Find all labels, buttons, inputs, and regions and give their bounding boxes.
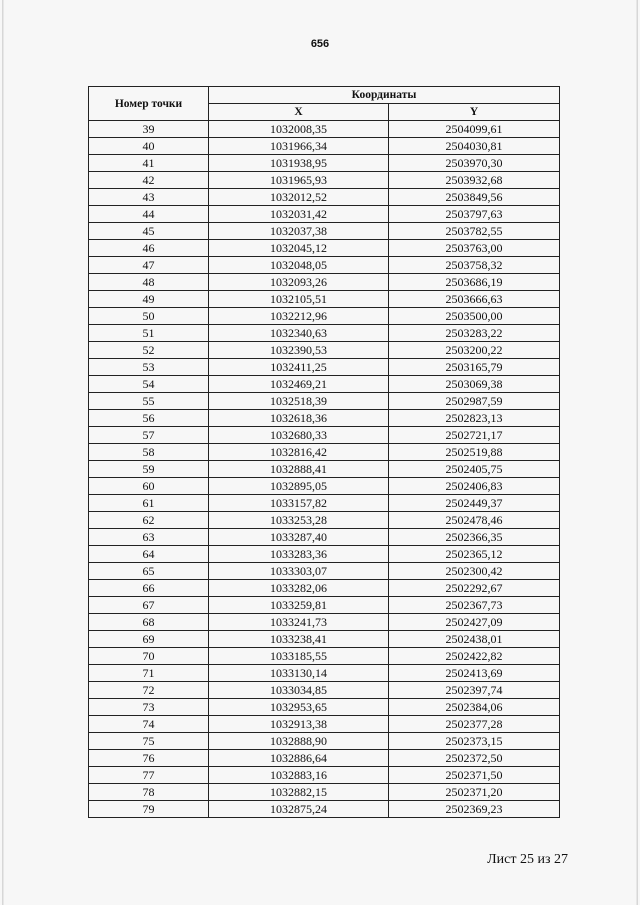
table-row (89, 495, 560, 512)
x-coordinate-cell: 1032469,21 (209, 376, 389, 393)
point-number-cell: 42 (89, 172, 209, 189)
y-coordinate-cell: 2502371,50 (389, 767, 560, 784)
x-coordinate-cell: 1033238,41 (209, 631, 389, 648)
y-coordinate-cell: 2502384,06 (389, 699, 560, 716)
table-row (89, 342, 560, 359)
x-coordinate-cell: 1033283,36 (209, 546, 389, 563)
point-number-cell: 39 (89, 121, 209, 138)
header-y: Y (389, 104, 560, 121)
point-number-cell: 53 (89, 359, 209, 376)
point-number-cell: 78 (89, 784, 209, 801)
point-number-cell: 79 (89, 801, 209, 818)
y-coordinate-cell: 2503932,68 (389, 172, 560, 189)
y-coordinate-cell: 2502372,50 (389, 750, 560, 767)
point-number-cell: 67 (89, 597, 209, 614)
table-row (89, 682, 560, 699)
y-coordinate-cell: 2502300,42 (389, 563, 560, 580)
x-coordinate-cell: 1033034,85 (209, 682, 389, 699)
table-row (89, 614, 560, 631)
page-edge-right (636, 0, 638, 905)
point-number-cell: 61 (89, 495, 209, 512)
x-coordinate-cell: 1033287,40 (209, 529, 389, 546)
y-coordinate-cell: 2503686,19 (389, 274, 560, 291)
point-number-cell: 60 (89, 478, 209, 495)
point-number-cell: 45 (89, 223, 209, 240)
point-number-cell: 76 (89, 750, 209, 767)
point-number-cell: 56 (89, 410, 209, 427)
table-row (89, 240, 560, 257)
table-row (89, 376, 560, 393)
x-coordinate-cell: 1033185,55 (209, 648, 389, 665)
point-number-cell: 41 (89, 155, 209, 172)
point-number-cell: 75 (89, 733, 209, 750)
table-row (89, 393, 560, 410)
point-number-cell: 73 (89, 699, 209, 716)
x-coordinate-cell: 1032888,90 (209, 733, 389, 750)
point-number-cell: 58 (89, 444, 209, 461)
table-row (89, 444, 560, 461)
table-row (89, 767, 560, 784)
y-coordinate-cell: 2503797,63 (389, 206, 560, 223)
y-coordinate-cell: 2503069,38 (389, 376, 560, 393)
table-row (89, 189, 560, 206)
table-row (89, 206, 560, 223)
page-number: 656 (310, 38, 330, 50)
y-coordinate-cell: 2502987,59 (389, 393, 560, 410)
table-row (89, 648, 560, 665)
y-coordinate-cell: 2502823,13 (389, 410, 560, 427)
table-row (89, 257, 560, 274)
point-number-cell: 72 (89, 682, 209, 699)
x-coordinate-cell: 1032518,39 (209, 393, 389, 410)
table-row (89, 461, 560, 478)
y-coordinate-cell: 2503200,22 (389, 342, 560, 359)
point-number-cell: 55 (89, 393, 209, 410)
table-row (89, 359, 560, 376)
table-row (89, 733, 560, 750)
table-row (89, 801, 560, 818)
x-coordinate-cell: 1033303,07 (209, 563, 389, 580)
table-row (89, 172, 560, 189)
y-coordinate-cell: 2502366,35 (389, 529, 560, 546)
point-number-cell: 50 (89, 308, 209, 325)
point-number-cell: 69 (89, 631, 209, 648)
x-coordinate-cell: 1032037,38 (209, 223, 389, 240)
x-coordinate-cell: 1032031,42 (209, 206, 389, 223)
x-coordinate-cell: 1032045,12 (209, 240, 389, 257)
sheet-info: Лист 25 из 27 (487, 852, 568, 867)
x-coordinate-cell: 1032012,52 (209, 189, 389, 206)
x-coordinate-cell: 1033253,28 (209, 512, 389, 529)
y-coordinate-cell: 2502438,01 (389, 631, 560, 648)
point-number-cell: 70 (89, 648, 209, 665)
table-row (89, 716, 560, 733)
point-number-cell: 59 (89, 461, 209, 478)
page-edge-left (2, 0, 4, 905)
y-coordinate-cell: 2503500,00 (389, 308, 560, 325)
table-row (89, 597, 560, 614)
point-number-cell: 57 (89, 427, 209, 444)
table-row (89, 138, 560, 155)
table-row (89, 512, 560, 529)
y-coordinate-cell: 2502478,46 (389, 512, 560, 529)
point-number-cell: 77 (89, 767, 209, 784)
x-coordinate-cell: 1033259,81 (209, 597, 389, 614)
x-coordinate-cell: 1033157,82 (209, 495, 389, 512)
x-coordinate-cell: 1032008,35 (209, 121, 389, 138)
table-row (89, 784, 560, 801)
y-coordinate-cell: 2502405,75 (389, 461, 560, 478)
point-number-cell: 43 (89, 189, 209, 206)
table-row (89, 121, 560, 138)
y-coordinate-cell: 2502369,23 (389, 801, 560, 818)
coordinates-table (88, 86, 560, 818)
header-coordinates: Координаты (209, 87, 560, 104)
table-row (89, 750, 560, 767)
point-number-cell: 66 (89, 580, 209, 597)
table-row (89, 291, 560, 308)
point-number-cell: 48 (89, 274, 209, 291)
point-number-cell: 44 (89, 206, 209, 223)
point-number-cell: 52 (89, 342, 209, 359)
y-coordinate-cell: 2502292,67 (389, 580, 560, 597)
point-number-cell: 71 (89, 665, 209, 682)
point-number-cell: 62 (89, 512, 209, 529)
table-row (89, 325, 560, 342)
y-coordinate-cell: 2504030,81 (389, 138, 560, 155)
x-coordinate-cell: 1032882,15 (209, 784, 389, 801)
x-coordinate-cell: 1032875,24 (209, 801, 389, 818)
point-number-cell: 54 (89, 376, 209, 393)
y-coordinate-cell: 2502371,20 (389, 784, 560, 801)
x-coordinate-cell: 1032895,05 (209, 478, 389, 495)
point-number-cell: 65 (89, 563, 209, 580)
point-number-cell: 74 (89, 716, 209, 733)
y-coordinate-cell: 2504099,61 (389, 121, 560, 138)
y-coordinate-cell: 2503758,32 (389, 257, 560, 274)
x-coordinate-cell: 1032411,25 (209, 359, 389, 376)
x-coordinate-cell: 1033282,06 (209, 580, 389, 597)
table-row (89, 563, 560, 580)
table-row (89, 308, 560, 325)
y-coordinate-cell: 2502365,12 (389, 546, 560, 563)
table-row (89, 410, 560, 427)
y-coordinate-cell: 2502427,09 (389, 614, 560, 631)
x-coordinate-cell: 1032953,65 (209, 699, 389, 716)
header-x: X (209, 104, 389, 121)
y-coordinate-cell: 2502422,82 (389, 648, 560, 665)
x-coordinate-cell: 1031965,93 (209, 172, 389, 189)
table-row (89, 631, 560, 648)
x-coordinate-cell: 1032886,64 (209, 750, 389, 767)
y-coordinate-cell: 2502721,17 (389, 427, 560, 444)
y-coordinate-cell: 2502519,88 (389, 444, 560, 461)
x-coordinate-cell: 1031966,34 (209, 138, 389, 155)
x-coordinate-cell: 1032680,33 (209, 427, 389, 444)
x-coordinate-cell: 1032883,16 (209, 767, 389, 784)
point-number-cell: 40 (89, 138, 209, 155)
table-body (89, 121, 560, 818)
y-coordinate-cell: 2503165,79 (389, 359, 560, 376)
table-row (89, 665, 560, 682)
table-row (89, 223, 560, 240)
y-coordinate-cell: 2502413,69 (389, 665, 560, 682)
x-coordinate-cell: 1032212,96 (209, 308, 389, 325)
x-coordinate-cell: 1031938,95 (209, 155, 389, 172)
x-coordinate-cell: 1032618,36 (209, 410, 389, 427)
y-coordinate-cell: 2503283,22 (389, 325, 560, 342)
table-row (89, 478, 560, 495)
x-coordinate-cell: 1032093,26 (209, 274, 389, 291)
y-coordinate-cell: 2503666,63 (389, 291, 560, 308)
y-coordinate-cell: 2503782,55 (389, 223, 560, 240)
point-number-cell: 51 (89, 325, 209, 342)
y-coordinate-cell: 2503763,00 (389, 240, 560, 257)
y-coordinate-cell: 2502406,83 (389, 478, 560, 495)
table-row (89, 580, 560, 597)
y-coordinate-cell: 2503970,30 (389, 155, 560, 172)
x-coordinate-cell: 1032340,63 (209, 325, 389, 342)
table-row (89, 427, 560, 444)
x-coordinate-cell: 1033241,73 (209, 614, 389, 631)
point-number-cell: 63 (89, 529, 209, 546)
point-number-cell: 68 (89, 614, 209, 631)
x-coordinate-cell: 1032816,42 (209, 444, 389, 461)
point-number-cell: 47 (89, 257, 209, 274)
y-coordinate-cell: 2502373,15 (389, 733, 560, 750)
x-coordinate-cell: 1032390,53 (209, 342, 389, 359)
point-number-cell: 46 (89, 240, 209, 257)
table-row (89, 546, 560, 563)
point-number-cell: 64 (89, 546, 209, 563)
x-coordinate-cell: 1032888,41 (209, 461, 389, 478)
x-coordinate-cell: 1032105,51 (209, 291, 389, 308)
x-coordinate-cell: 1032913,38 (209, 716, 389, 733)
table-row (89, 529, 560, 546)
point-number-cell: 49 (89, 291, 209, 308)
y-coordinate-cell: 2502367,73 (389, 597, 560, 614)
y-coordinate-cell: 2502377,28 (389, 716, 560, 733)
header-point-number: Номер точки (89, 87, 209, 121)
table-row (89, 699, 560, 716)
y-coordinate-cell: 2502449,37 (389, 495, 560, 512)
x-coordinate-cell: 1033130,14 (209, 665, 389, 682)
y-coordinate-cell: 2502397,74 (389, 682, 560, 699)
x-coordinate-cell: 1032048,05 (209, 257, 389, 274)
y-coordinate-cell: 2503849,56 (389, 189, 560, 206)
table-row (89, 274, 560, 291)
table-row (89, 155, 560, 172)
